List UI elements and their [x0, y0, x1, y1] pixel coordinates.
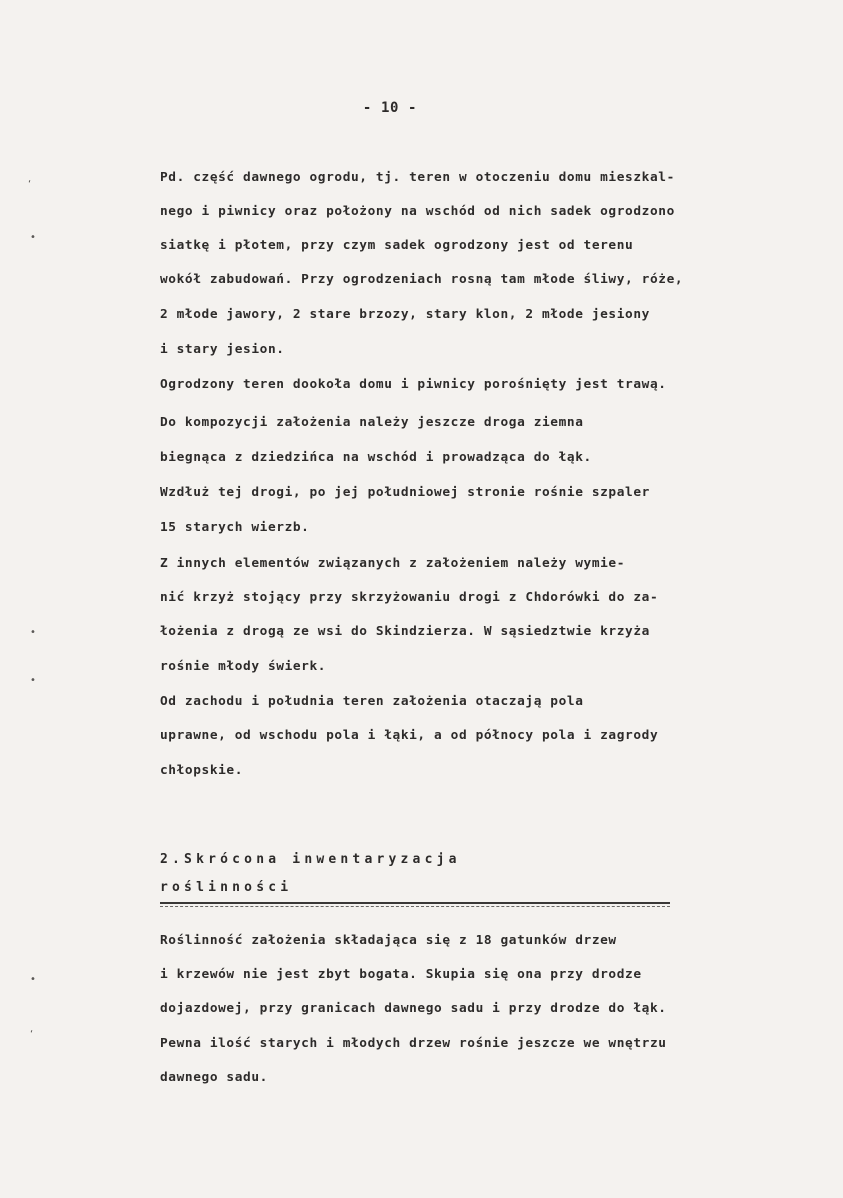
text-line: Do kompozycji założenia należy jeszcze droga ziemna [160, 415, 584, 430]
text-line: Pd. część dawnego ogrodu, tj. teren w otoczeniu domu mieszkal- [160, 170, 675, 185]
text-line: siatkę i płotem, przy czym sadek ogrodzony jest od terenu [160, 238, 634, 253]
heading-underline-secondary [160, 906, 670, 907]
text-line: wokół zabudowań. Przy ogrodzeniach rosną tam młode śliwy, róże, [160, 272, 684, 287]
text-line: 15 starych wierzb. [160, 520, 310, 535]
margin-mark: • [30, 675, 36, 686]
text-line: i stary jesion. [160, 342, 285, 357]
heading-underline [160, 902, 670, 904]
text-line: Z innych elementów związanych z założeniem należy wymie- [160, 556, 626, 571]
text-line: nego i piwnicy oraz położony na wschód od nich sadek ogrodzono [160, 204, 675, 219]
text-line: dawnego sadu. [160, 1070, 268, 1085]
section-heading-line-1: 2.Skrócona inwentaryzacja [160, 852, 461, 867]
text-line: nić krzyż stojący przy skrzyżowaniu drogi z Chdorówki do za- [160, 590, 659, 605]
text-line: Pewna ilość starych i młodych drzew rośnie jeszcze we wnętrzu [160, 1036, 667, 1051]
text-line: dojazdowej, przy granicach dawnego sadu i przy drodze do łąk. [160, 1001, 667, 1016]
text-line: łożenia z drogą ze wsi do Skindzierza. W sąsiedztwie krzyża [160, 624, 650, 639]
text-line: Ogrodzony teren dookoła domu i piwnicy porośnięty jest trawą. [160, 377, 667, 392]
text-line: Od zachodu i południa teren założenia otaczają pola [160, 694, 584, 709]
text-line: i krzewów nie jest zbyt bogata. Skupia się ona przy drodze [160, 967, 642, 982]
text-line: rośnie młody świerk. [160, 659, 327, 674]
margin-mark: • [30, 974, 36, 985]
margin-mark: ‘ [30, 1029, 34, 1040]
text-line: biegnąca z dziedzińca na wschód i prowadząca do łąk. [160, 450, 592, 465]
text-line: Wzdłuż tej drogi, po jej południowej stronie rośnie szpaler [160, 485, 650, 500]
text-line: 2 młode jawory, 2 stare brzozy, stary klon, 2 młode jesiony [160, 307, 650, 322]
text-line: chłopskie. [160, 763, 244, 778]
margin-mark: ‘ [28, 179, 32, 190]
margin-mark: • [30, 627, 36, 638]
margin-mark: • [30, 232, 36, 243]
text-line: Roślinność założenia składająca się z 18 gatunków drzew [160, 933, 617, 948]
page-number: - 10 - [362, 100, 418, 116]
text-line: uprawne, od wschodu pola i łąki, a od północy pola i zagrody [160, 728, 659, 743]
section-heading-line-2: roślinności [160, 880, 293, 895]
